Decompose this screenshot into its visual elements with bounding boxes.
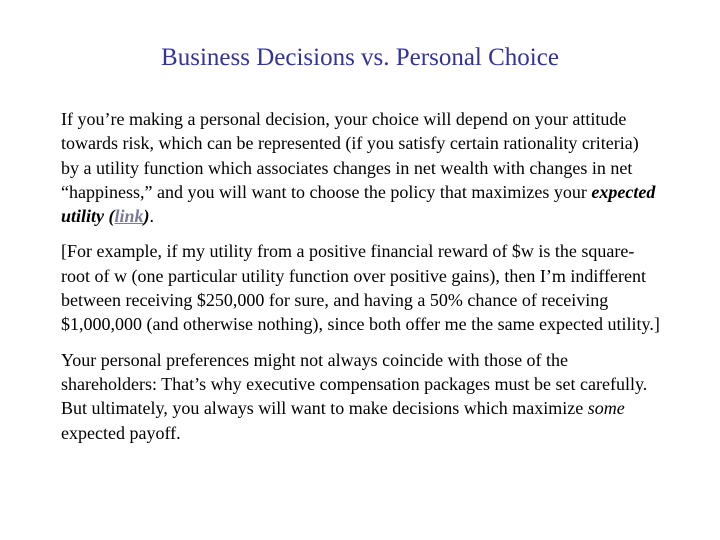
paragraph-personal-decision [61,107,661,228]
paragraph-1-text: If you’re making a personal decision, your choice will depend on your attitude towards risk, which can be represented (if you satisfy certain rationality criteria) by a utility function which associates changes in net wealth with changes in net “happiness,” and you will want to choose the policy that maximizes your [61,109,639,202]
paren-open: ( [104,206,115,227]
expected-utility-link[interactable]: link [114,206,144,227]
paragraph-example: [For example, if my utility from a positive financial reward of $w is the square-root of w (one particular utility function over positive gains), then I’m indifferent between receiving $250,000 for sure, and having a 50% chance of receiving $1,000,000 (and otherwise nothing), since both offer me the same expected utility.] [61,241,660,335]
some-emphasis: some [587,398,625,419]
slide-title: Business Decisions vs. Personal Choice [161,44,559,71]
paren-close: ) [143,206,150,227]
paragraph-3-end: expected payoff. [61,422,181,443]
expected-utility-emphasis: expected utility [61,181,656,227]
slide-body [61,107,661,456]
paragraph-3-text: Your personal preferences might not always coincide with those of the shareholders: That’s why executive compensation packages must be set carefully. But ultimately, you always will want to make decisions which maximize [61,349,648,419]
paragraph-shareholders [61,348,661,445]
sentence-end: . [149,206,155,227]
